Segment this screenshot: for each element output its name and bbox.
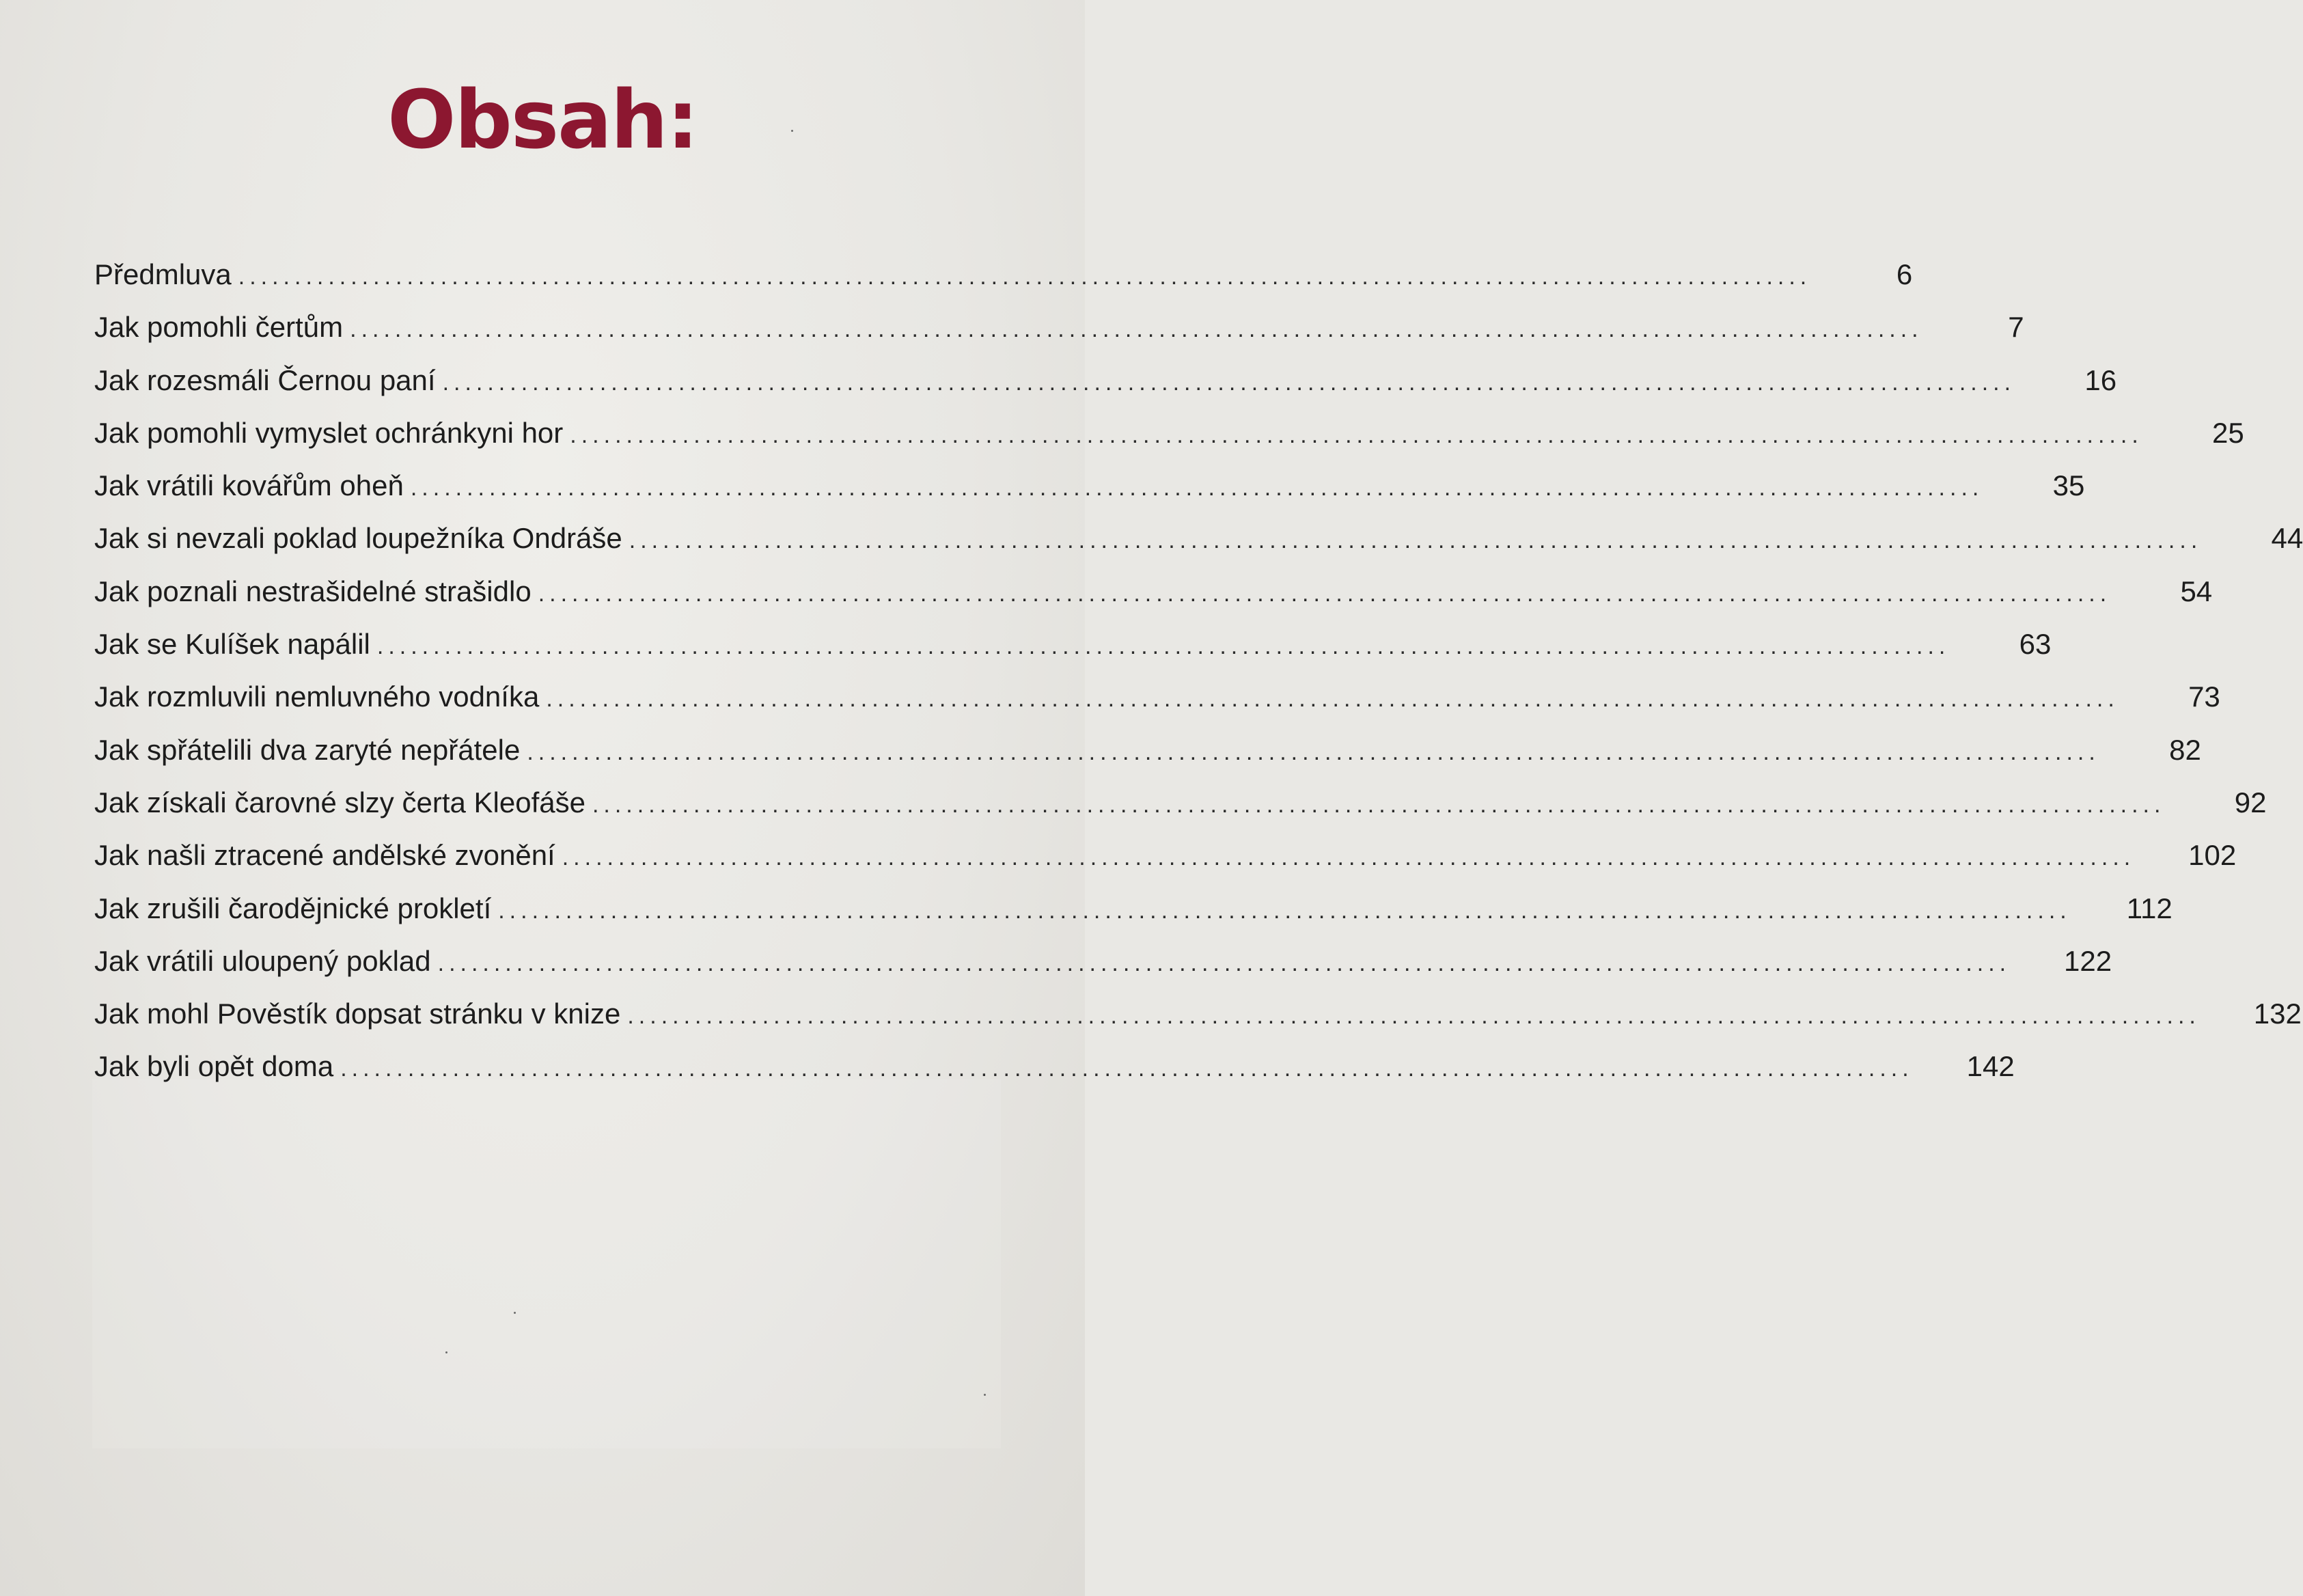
toc-entry-title: Jak rozesmáli Černou paní [94, 363, 436, 396]
toc-entry-title: Jak si nevzali poklad loupežníka Ondráše [94, 522, 622, 555]
toc-leader-dots: ............................................................................................................................................ [437, 950, 2011, 976]
toc-entry [94, 258, 1913, 311]
toc-entry-title: Jak spřátelili dva zaryté nepřátele [94, 733, 521, 766]
toc-entry [94, 839, 2237, 892]
toc-entry-title: Předmluva [94, 258, 232, 290]
toc-entry-page: 25 [2212, 416, 2244, 449]
toc-entry-title: Jak rozmluvili nemluvného vodníka [94, 680, 540, 713]
toc-entry-title: Jak získali čarovné slzy čerta Kleofáše [94, 786, 585, 818]
toc-leader-dots: ............................................................................................................................................ [498, 897, 2071, 924]
toc-entry-page: 63 [2019, 628, 2052, 661]
toc-entry-page: 132 [2253, 998, 2302, 1030]
toc-leader-dots: ............................................................................................................................................ [410, 475, 1984, 501]
toc-entry-page: 35 [2052, 469, 2085, 502]
toc-entry-title: Jak byli opět doma [94, 1050, 334, 1083]
toc-leader-dots: ............................................................................................................................................ [340, 1056, 1914, 1082]
toc-leader-dots: ............................................................................................................................................ [562, 844, 2136, 871]
toc-leader-dots: ............................................................................................................................................ [442, 369, 2016, 396]
toc-entry-page: 92 [2234, 786, 2267, 818]
toc-entry-title: Jak našli ztracené andělské zvonění [94, 839, 555, 872]
toc-entry [94, 522, 2303, 575]
toc-entry [94, 892, 2173, 945]
toc-entry-page: 142 [1966, 1050, 2015, 1083]
toc-leader-dots: ............................................................................................................................................ [376, 633, 1950, 660]
show-through-panel [92, 1079, 1001, 1448]
paper-speck [791, 130, 793, 132]
paper-speck [984, 1394, 986, 1396]
toc-entry-title: Jak mohl Pověstík dopsat stránku v knize [94, 998, 621, 1030]
toc-entry [94, 469, 2085, 522]
paper-speck [445, 1351, 447, 1353]
toc-entry-title: Jak vrátili uloupený poklad [94, 944, 431, 977]
toc-entry [94, 680, 2220, 733]
toc-leader-dots: ............................................................................................................................................ [238, 264, 1812, 290]
toc-entry-title: Jak pomohli čertům [94, 311, 344, 344]
toc-entry [94, 1050, 2015, 1103]
toc-leader-dots: ............................................................................................................................................ [627, 1003, 2201, 1030]
toc-leader-dots: ............................................................................................................................................ [546, 686, 2119, 713]
toc-entry-page: 16 [2084, 363, 2117, 396]
toc-entry [94, 416, 2244, 469]
toc-entry-title: Jak pomohli vymyslet ochránkyni hor [94, 416, 564, 449]
toc-entry [94, 998, 2302, 1050]
toc-leader-dots: ............................................................................................................................................ [570, 422, 2143, 448]
toc-entry-page: 6 [1896, 258, 1913, 290]
toc-entry-page: 44 [2271, 522, 2303, 555]
toc-entry-title: Jak se Kulíšek napálil [94, 628, 370, 661]
toc-leader-dots: ............................................................................................................................................ [592, 791, 2166, 818]
toc-entry [94, 311, 2024, 363]
toc-entry [94, 628, 2052, 680]
paper-speck [514, 1312, 516, 1314]
toc-entry [94, 733, 2201, 786]
page-title: Obsah: [387, 72, 698, 167]
toc-entry-title: Jak zrušili čarodějnické prokletí [94, 892, 492, 924]
table-of-contents [94, 258, 2303, 1103]
toc-leader-dots: ............................................................................................................................................ [527, 739, 2100, 765]
toc-entry-page: 102 [2188, 839, 2237, 872]
toc-leader-dots: ............................................................................................................................................ [350, 316, 1923, 343]
toc-entry-title: Jak poznali nestrašidelné strašidlo [94, 575, 532, 607]
toc-entry-page: 122 [2064, 944, 2112, 977]
toc-entry-page: 54 [2180, 575, 2213, 607]
toc-entry [94, 944, 2112, 998]
toc-entry-page: 73 [2188, 680, 2220, 713]
toc-entry [94, 575, 2213, 628]
toc-entry-page: 7 [2008, 311, 2024, 344]
toc-leader-dots: ............................................................................................................................................ [538, 580, 2112, 607]
toc-leader-dots: ............................................................................................................................................ [629, 527, 2203, 554]
toc-entry-page: 82 [2169, 733, 2201, 766]
toc-entry [94, 786, 2267, 839]
toc-entry-page: 112 [2126, 892, 2173, 924]
toc-entry [94, 363, 2117, 417]
toc-entry-title: Jak vrátili kovářům oheň [94, 469, 404, 502]
